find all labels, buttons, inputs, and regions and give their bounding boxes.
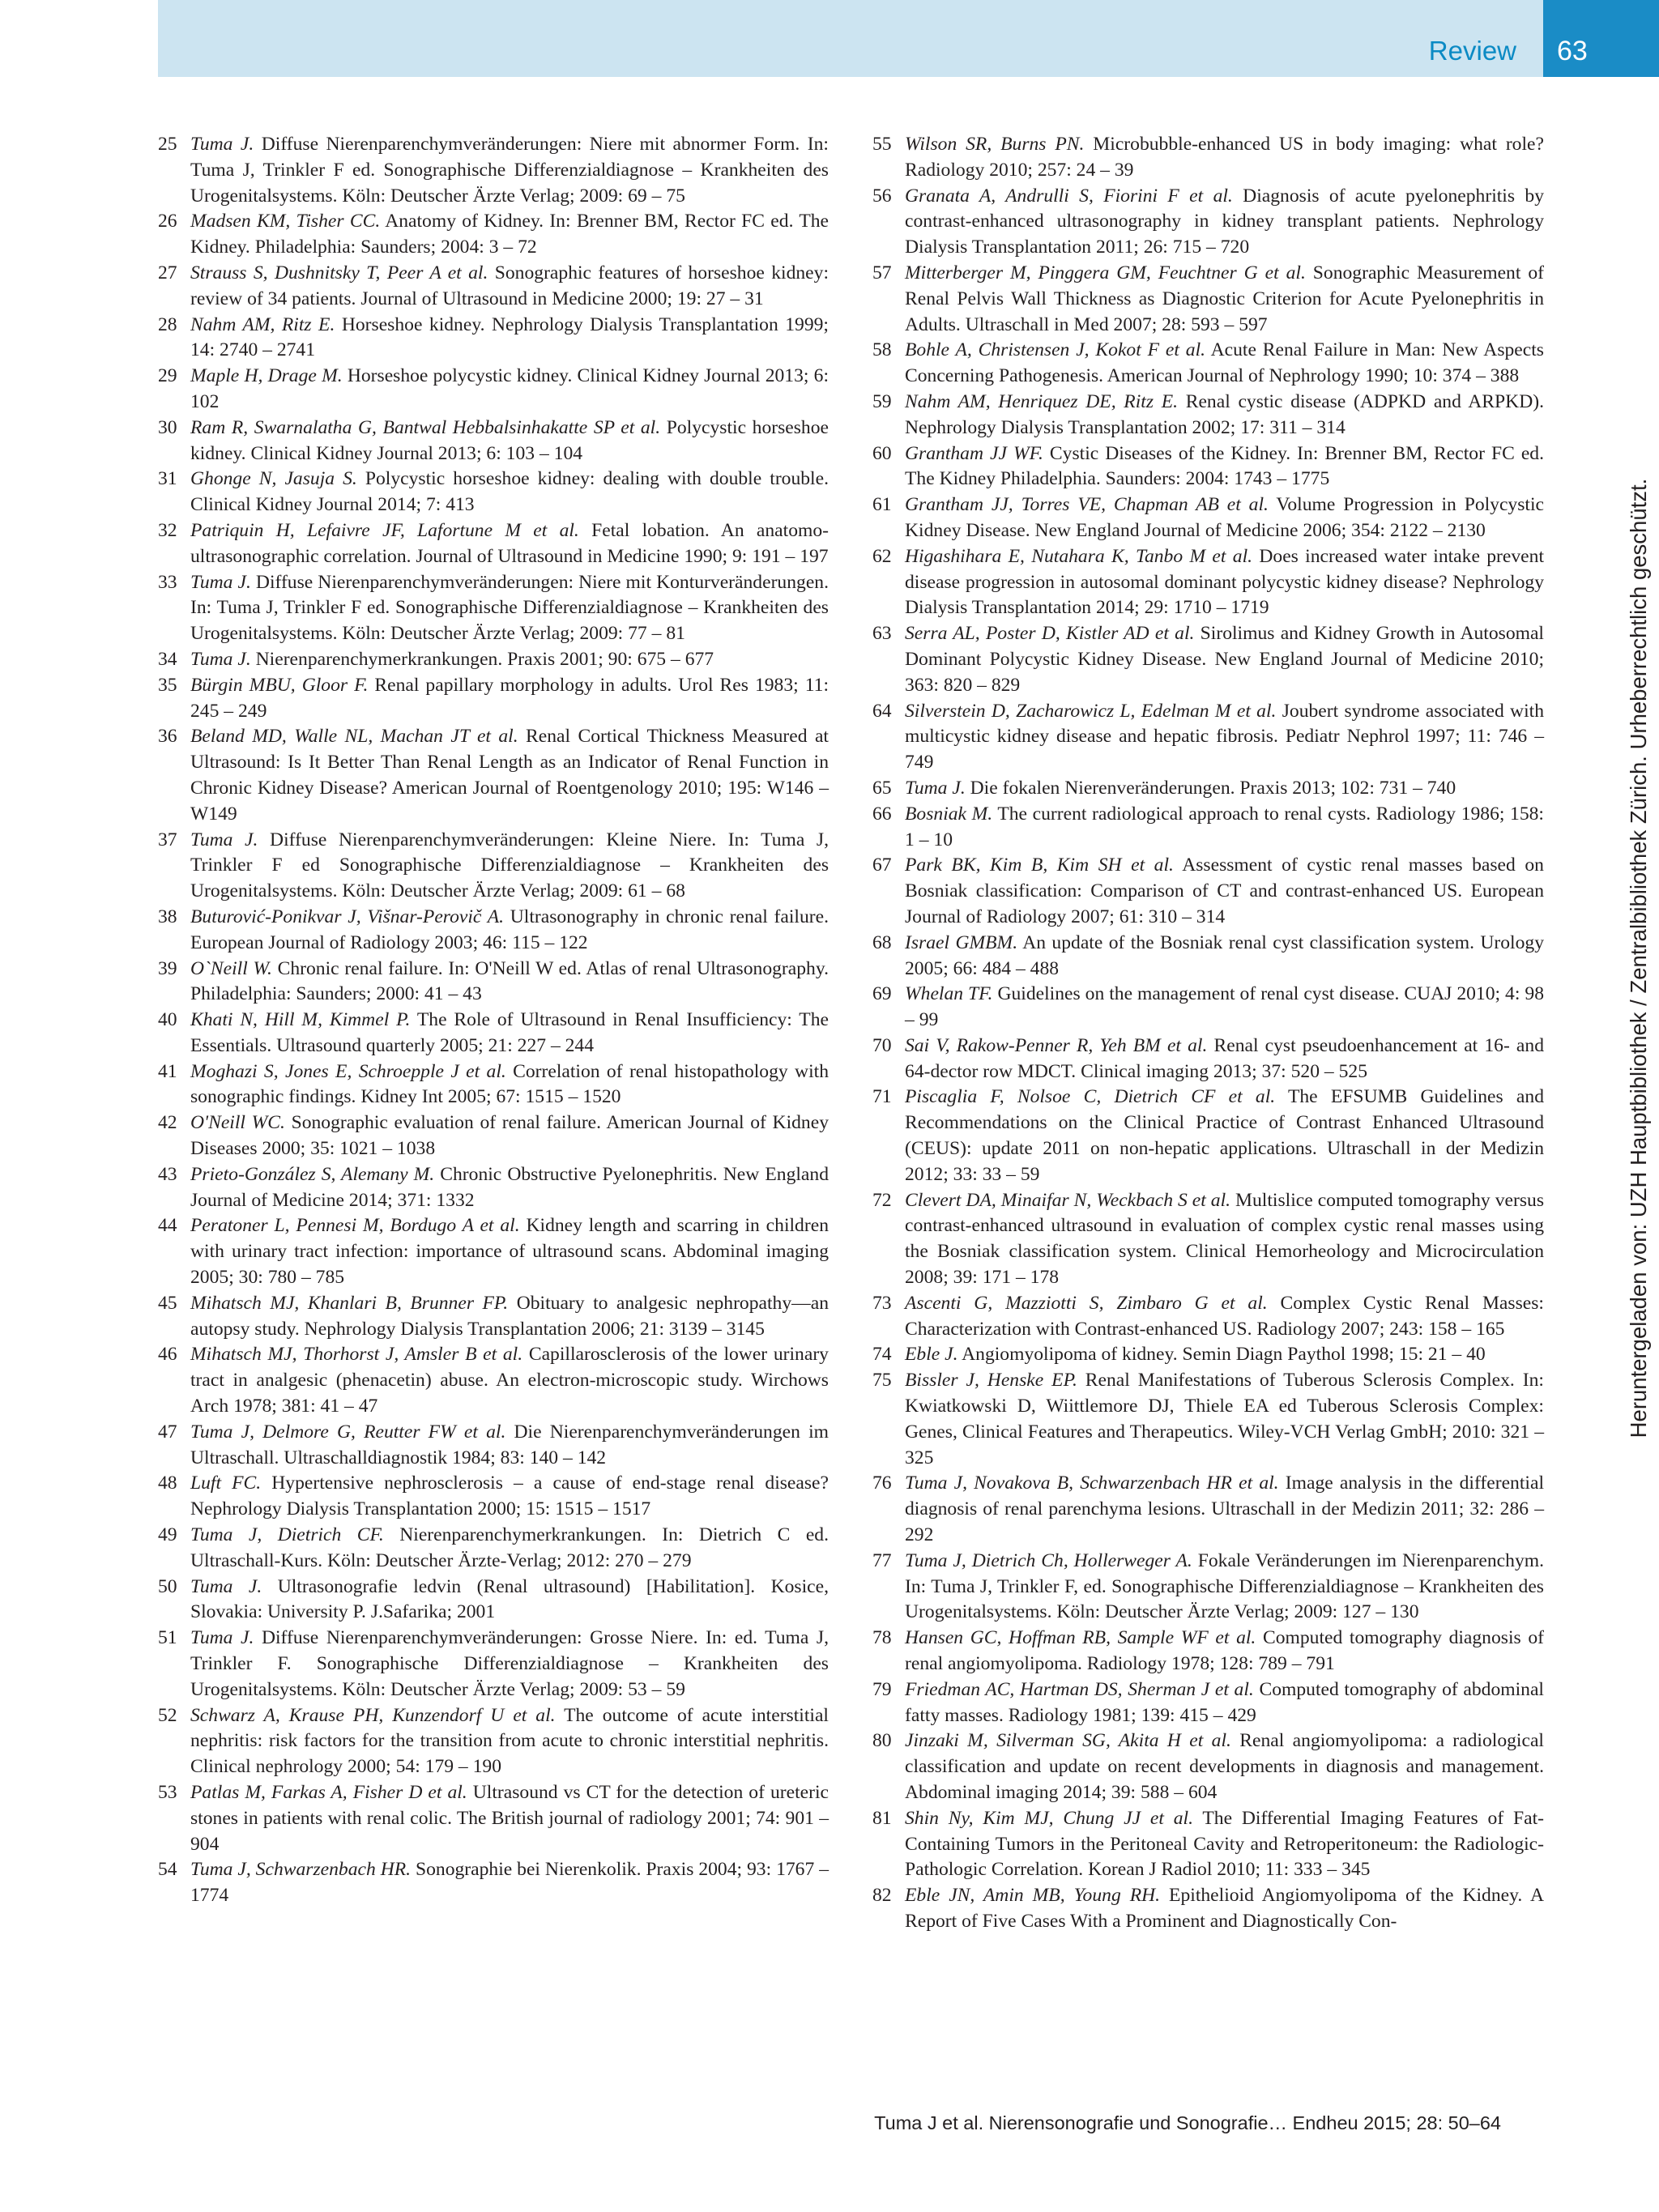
reference-number: 45	[158, 1292, 177, 1314]
reference-number: 48	[158, 1473, 177, 1494]
reference-authors: Beland MD, Walle NL, Machan JT et al.	[190, 726, 518, 748]
reference-number: 27	[158, 262, 177, 283]
reference-authors: Friedman AC, Hartman DS, Sherman J et al.	[905, 1678, 1254, 1700]
reference-number: 69	[872, 983, 892, 1005]
reference-authors: Tuma J, Novakova B, Schwarzenbach HR et al.	[905, 1473, 1279, 1494]
reference-authors: Peratoner L, Pennesi M, Bordugo A et al.	[190, 1215, 520, 1237]
reference-number: 67	[872, 855, 892, 876]
reference-item	[158, 261, 829, 313]
references-column-left	[158, 132, 829, 1909]
reference-text: Renal cyst pseudoenhancement at 16- and 64-dector row MDCT. Clinical imaging 2013; 37: 520 – 525	[905, 1034, 1544, 1082]
reference-authors: Mihatsch MJ, Thorhorst J, Amsler B et al.	[190, 1344, 523, 1366]
reference-item	[872, 1471, 1544, 1548]
reference-authors: Tuma J.	[190, 829, 258, 850]
reference-text: Hypertensive nephrosclerosis – a cause of end-stage renal disease? Nephrology Dialysis Transplantation 2000; 15: 1515 – 1517	[190, 1473, 829, 1520]
reference-number: 39	[158, 957, 177, 979]
reference-number: 63	[872, 623, 892, 645]
reference-text: The EFSUMB Guidelines and Recommendations on the Clinical Practice of Contrast Enhanced Ultrasound (CEUS): update 2011 on non-hepatic applications. Ultraschall in der Medizin 2012; 33: 33 – 59	[905, 1086, 1544, 1185]
reference-item	[158, 647, 829, 673]
reference-number: 66	[872, 803, 892, 825]
reference-authors: Tuma J.	[190, 1575, 262, 1597]
reference-authors: Ram R, Swarnalatha G, Bantwal Hebbalsinhakatte SP et al.	[190, 416, 661, 438]
reference-number: 60	[872, 442, 892, 464]
reference-authors: Ghonge N, Jasuja S.	[190, 468, 357, 490]
reference-item	[872, 699, 1544, 776]
reference-item	[158, 1626, 829, 1703]
reference-item	[872, 1883, 1544, 1935]
reference-text: Epithelioid Angiomyolipoma of the Kidney. A Report of Five Cases With a Prominent and Diagnostically Con-	[905, 1885, 1544, 1932]
reference-text: Computed tomography diagnosis of renal angiomyolipoma. Radiology 1978; 128: 789 – 791	[905, 1627, 1544, 1675]
reference-item	[158, 364, 829, 416]
reference-text: Joubert syndrome associated with multicystic kidney disease and hepatic fibrosis. Pediatr Nephrol 1997; 11: 746 – 749	[905, 700, 1544, 774]
reference-authors: Strauss S, Dushnitsky T, Peer A et al.	[190, 262, 488, 283]
reference-item	[158, 1008, 829, 1059]
reference-authors: Khati N, Hill M, Kimmel P.	[190, 1009, 411, 1031]
reference-authors: Whelan TF.	[905, 983, 993, 1005]
reference-number: 82	[872, 1885, 892, 1907]
reference-number: 40	[158, 1009, 177, 1031]
reference-text: Sonographie bei Nierenkolik. Praxis 2004; 93: 1767 – 1774	[190, 1859, 829, 1907]
reference-number: 53	[158, 1782, 177, 1803]
reference-text: Ultrasonografie ledvin (Renal ultrasound) [Habilitation]. Kosice, Slovakia: University P. J.Safarika; 2001	[190, 1575, 829, 1623]
reference-number: 50	[158, 1575, 177, 1597]
reference-text: Capillarosclerosis of the lower urinary tract in analgesic (phenacetin) abuse. An electron-microscopic study. Wirchows Arch 1978; 381: 41 – 47	[190, 1344, 829, 1417]
reference-item	[158, 1291, 829, 1343]
reference-item	[158, 132, 829, 209]
reference-authors: Silverstein D, Zacharowicz L, Edelman M et al.	[905, 700, 1277, 722]
reference-text: Kidney length and scarring in children with urinary tract infection: importance of ultrasound scans. Abdominal imaging 2005; 30: 780 – 785	[190, 1215, 829, 1289]
reference-text: Ultrasonography in chronic renal failure. European Journal of Radiology 2003; 46: 115 – 122	[190, 906, 830, 953]
reference-text: Assessment of cystic renal masses based on Bosniak classification: Comparison of CT and contrast-enhanced US. European Journal of Radiology 2007; 61: 310 – 314	[905, 855, 1544, 927]
reference-text: Fetal lobation. An anatomo-ultrasonographic correlation. Journal of Ultrasound in Medicine 1990; 9: 191 – 197	[190, 519, 829, 567]
reference-text: Diagnosis of acute pyelonephritis by contrast-enhanced ultrasonography in kidney transplant patients. Nephrology Dialysis Transplantation 2011; 26: 715 – 720	[905, 185, 1544, 258]
reference-text: Diffuse Nierenparenchymveränderungen: Niere mit Konturveränderungen. In: Tuma J, Trinkler F ed. Sonographische Differenzialdiagnose – Krankheiten des Urogenitalsystems. Köln: Deutscher Ärzte Verlag; 2009: 77 – 81	[190, 571, 829, 645]
reference-authors: Tuma J.	[190, 1627, 254, 1649]
reference-item	[158, 1575, 829, 1626]
reference-text: Fokale Veränderungen im Nierenparenchym. In: Tuma J, Trinkler F, ed. Sonographische Differenzialdiagnose – Krankheiten des Urogenitalsystems. Köln: Deutscher Ärzte Verlag; 2009: 127 – 130	[905, 1549, 1544, 1623]
reference-number: 26	[158, 211, 177, 232]
reference-number: 47	[158, 1421, 177, 1443]
reference-authors: Clevert DA, Minaifar N, Weckbach S et al.	[905, 1189, 1231, 1211]
reference-authors: Luft FC.	[190, 1473, 262, 1494]
reference-authors: Patlas M, Farkas A, Fisher D et al.	[190, 1782, 467, 1803]
reference-text: Complex Cystic Renal Masses: Characterization with Contrast-enhanced US. Radiology 2007; 243: 158 – 165	[905, 1292, 1544, 1340]
reference-authors: Jinzaki M, Silverman SG, Akita H et al.	[905, 1730, 1231, 1752]
header-band	[158, 0, 1543, 77]
reference-number: 41	[158, 1060, 177, 1082]
references-column-right	[872, 132, 1544, 1935]
reference-authors: Maple H, Drage M.	[190, 365, 343, 387]
reference-number: 32	[158, 519, 177, 541]
reference-text: Polycystic horseshoe kidney: dealing with double trouble. Clinical Kidney Journal 2014; 7: 413	[190, 468, 829, 516]
reference-item	[158, 828, 829, 905]
reference-text: Sonographic features of horseshoe kidney: review of 34 patients. Journal of Ultrasound in Medicine 2000; 19: 27 – 31	[190, 262, 829, 309]
reference-authors: Patriquin H, Lefaivre JF, Lafortune M et al.	[190, 519, 579, 541]
reference-item	[872, 544, 1544, 621]
reference-text: Obituary to analgesic nephropathy—an autopsy study. Nephrology Dialysis Transplantation 2006; 21: 3139 – 3145	[190, 1292, 830, 1340]
reference-item	[872, 853, 1544, 930]
reference-authors: Tuma J.	[190, 134, 254, 155]
reference-item	[158, 1523, 829, 1575]
reference-text: Horseshoe kidney. Nephrology Dialysis Transplantation 1999; 14: 2740 – 2741	[190, 313, 829, 361]
reference-text: Renal Cortical Thickness Measured at Ultrasound: Is It Better Than Renal Length as an Indicator of Renal Function in Chronic Kidney Disease? American Journal of Roentgenology 2010; 195: W146 – W149	[190, 726, 829, 825]
reference-number: 64	[872, 700, 892, 722]
reference-authors: Granata A, Andrulli S, Fiorini F et al.	[905, 185, 1233, 207]
reference-item	[872, 1677, 1544, 1729]
reference-text: Renal cystic disease (ADPKD and ARPKD). Nephrology Dialysis Transplantation 2002; 17: 311 – 314	[905, 390, 1545, 438]
reference-authors: Tuma J.	[190, 571, 251, 593]
reference-item	[872, 261, 1544, 338]
reference-item	[158, 570, 829, 647]
page-number: 63	[1557, 36, 1588, 66]
reference-text: Image analysis in the differential diagnosis of renal parenchyma lesions. Ultraschall in der Medizin 2011; 32: 286 – 292	[905, 1473, 1544, 1546]
reference-text: Chronic Obstructive Pyelonephritis. New England Journal of Medicine 2014; 371: 1332	[190, 1163, 829, 1211]
reference-number: 31	[158, 468, 177, 490]
reference-item	[158, 957, 829, 1008]
reference-item	[872, 1368, 1544, 1471]
reference-item	[158, 1471, 829, 1523]
reference-text: The current radiological approach to renal cysts. Radiology 1986; 158: 1 – 10	[905, 803, 1544, 850]
reference-authors: Serra AL, Poster D, Kistler AD et al.	[905, 623, 1195, 645]
reference-number: 46	[158, 1344, 177, 1366]
section-label: Review	[1428, 36, 1516, 66]
reference-item	[158, 1780, 829, 1857]
reference-item	[872, 1549, 1544, 1626]
reference-item	[158, 1162, 829, 1214]
reference-number: 38	[158, 906, 177, 927]
reference-text: Multislice computed tomography versus contrast-enhanced ultrasound in evaluation of complex cystic renal masses using the Bosniak classification system. Clinical Hemorheology and Microcirculation 2008; 39: 171 – 178	[905, 1189, 1544, 1289]
reference-authors: Tuma J, Dietrich Ch, Hollerweger A.	[905, 1549, 1192, 1571]
reference-text: Renal Manifestations of Tuberous Sclerosis Complex. In: Kwiatkowski D, Wiittlemore DJ, Thiele EA ed Tuberous Sclerosis Complex: Genes, Clinical Features and Therapeutics. Wiley-VCH Verlag GmbH; 2010: 321 – 325	[905, 1370, 1544, 1468]
reference-text: The outcome of acute interstitial nephritis: risk factors for the transition from acute to chronic interstitial nephritis. Clinical nephrology 2000; 54: 179 – 190	[190, 1704, 829, 1778]
reference-text: Acute Renal Failure in Man: New Aspects Concerning Pathogenesis. American Journal of Nephrology 1990; 10: 374 – 388	[905, 339, 1544, 387]
reference-item	[872, 338, 1544, 390]
reference-text: Polycystic horseshoe kidney. Clinical Kidney Journal 2013; 6: 103 – 104	[190, 416, 829, 464]
reference-item	[872, 931, 1544, 982]
reference-authors: Madsen KM, Tisher CC.	[190, 211, 381, 232]
reference-authors: Nahm AM, Ritz E.	[190, 313, 335, 335]
reference-item	[158, 1420, 829, 1472]
reference-text: Horseshoe polycystic kidney. Clinical Kidney Journal 2013; 6: 102	[190, 365, 830, 412]
reference-authors: O'Neill WC.	[190, 1112, 285, 1134]
reference-authors: Higashihara E, Nutahara K, Tanbo M et al.	[905, 545, 1253, 567]
reference-number: 57	[872, 262, 892, 283]
reference-authors: Sai V, Rakow-Penner R, Yeh BM et al.	[905, 1034, 1208, 1056]
reference-text: Sonographic evaluation of renal failure. American Journal of Kidney Diseases 2000; 35: 1021 – 1038	[190, 1112, 829, 1160]
reference-authors: Tuma J, Delmore G, Reutter FW et al.	[190, 1421, 506, 1443]
reference-item	[158, 518, 829, 570]
reference-authors: O`Neill W.	[190, 957, 272, 979]
reference-authors: Eble J.	[905, 1344, 958, 1366]
reference-text: Microbubble-enhanced US in body imaging: what role? Radiology 2010; 257: 24 – 39	[905, 134, 1544, 181]
reference-number: 51	[158, 1627, 177, 1649]
reference-authors: Tuma J, Schwarzenbach HR.	[190, 1859, 412, 1881]
reference-authors: Tuma J.	[905, 777, 966, 799]
reference-item	[158, 467, 829, 518]
reference-authors: Mihatsch MJ, Khanlari B, Brunner FP.	[190, 1292, 509, 1314]
reference-number: 73	[872, 1292, 892, 1314]
reference-item	[158, 724, 829, 827]
reference-text: Does increased water intake prevent disease progression in autosomal dominant polycystic kidney disease? Nephrology Dialysis Transplantation 2014; 29: 1710 – 1719	[905, 545, 1544, 619]
reference-text: Sonographic Measurement of Renal Pelvis Wall Thickness as Diagnostic Criterion for Acute Pyelonephritis in Adults. Ultraschall in Med 2007; 28: 593 – 597	[905, 262, 1544, 335]
reference-item	[872, 1626, 1544, 1677]
reference-authors: Nahm AM, Henriquez DE, Ritz E.	[905, 390, 1179, 412]
reference-number: 62	[872, 545, 892, 567]
reference-item	[158, 416, 829, 467]
reference-item	[872, 1085, 1544, 1187]
reference-authors: Piscaglia F, Nolsoe C, Dietrich CF et al.	[905, 1086, 1276, 1108]
reference-number: 80	[872, 1730, 892, 1752]
reference-text: Ultrasound vs CT for the detection of ureteric stones in patients with renal colic. The British journal of radiology 2001; 74: 901 – 904	[190, 1782, 830, 1855]
reference-text: Computed tomography of abdominal fatty masses. Radiology 1981; 139: 415 – 429	[905, 1678, 1544, 1726]
reference-number: 77	[872, 1549, 892, 1571]
reference-authors: Park BK, Kim B, Kim SH et al.	[905, 855, 1174, 876]
reference-number: 43	[158, 1163, 177, 1185]
reference-item	[158, 1059, 829, 1111]
reference-item	[158, 905, 829, 957]
reference-text: Diffuse Nierenparenchymveränderungen: Grosse Niere. In: ed. Tuma J, Trinkler F. Sonographische Differenzialdiagnose – Krankheiten des Urogenitalsystems. Köln: Deutscher Ärzte Verlag; 2009: 53 – 59	[190, 1627, 829, 1700]
reference-number: 78	[872, 1627, 892, 1649]
reference-item	[158, 1857, 829, 1909]
reference-text: Renal angiomyolipoma: a radiological classification and update on recent developments in diagnosis and management. Abdominal imaging 2014; 39: 588 – 604	[905, 1730, 1544, 1803]
reference-authors: Schwarz A, Krause PH, Kunzendorf U et al.	[190, 1704, 556, 1726]
reference-text: Renal papillary morphology in adults. Urol Res 1983; 11: 245 – 249	[190, 674, 829, 722]
download-notice: Heruntergeladen von: UZH Hauptbibliothek / Zentralbibliothek Zürich. Urheberrechtlich geschützt.	[1626, 478, 1651, 1438]
reference-text: Volume Progression in Polycystic Kidney Disease. New England Journal of Medicine 2006; 354: 2122 – 2130	[905, 494, 1544, 541]
reference-text: Die Nierenparenchymveränderungen im Ultraschall. Ultraschalldiagnostik 1984; 83: 140 – 142	[190, 1421, 829, 1468]
reference-text: Angiomyolipoma of kidney. Semin Diagn Paythol 1998; 15: 21 – 40	[957, 1344, 1486, 1366]
reference-item	[872, 1291, 1544, 1343]
reference-number: 59	[872, 390, 892, 412]
reference-number: 75	[872, 1370, 892, 1392]
reference-number: 70	[872, 1034, 892, 1056]
reference-text: Sirolimus and Kidney Growth in Autosomal Dominant Polycystic Kidney Disease. New England Journal of Medicine 2010; 363: 820 – 829	[905, 623, 1544, 696]
reference-number: 37	[158, 829, 177, 850]
reference-item	[158, 209, 829, 261]
reference-authors: Grantham JJ, Torres VE, Chapman AB et al.	[905, 494, 1269, 516]
reference-item	[872, 1728, 1544, 1805]
reference-number: 56	[872, 185, 892, 207]
reference-authors: Eble JN, Amin MB, Young RH.	[905, 1885, 1161, 1907]
reference-number: 28	[158, 313, 177, 335]
reference-text: Nierenparenchymerkrankungen. Praxis 2001; 90: 675 – 677	[250, 648, 714, 670]
reference-item	[158, 313, 829, 364]
reference-item	[158, 1342, 829, 1419]
reference-authors: Shin Ny, Kim MJ, Chung JJ et al.	[905, 1807, 1193, 1829]
reference-number: 44	[158, 1215, 177, 1237]
reference-item	[158, 1213, 829, 1290]
reference-item	[872, 492, 1544, 544]
reference-item	[872, 390, 1544, 441]
reference-item	[872, 184, 1544, 261]
reference-authors: Wilson SR, Burns PN.	[905, 134, 1085, 155]
reference-item	[872, 1034, 1544, 1085]
reference-text: The Differential Imaging Features of Fat-Containing Tumors in the Peritoneal Cavity and Retroperitoneum: the Radiologic-Pathologic Correlation. Korean J Radiol 2010; 11: 333 – 345	[905, 1807, 1545, 1881]
reference-authors: Bürgin MBU, Gloor F.	[190, 674, 369, 696]
reference-item	[872, 132, 1544, 184]
reference-text: An update of the Bosniak renal cyst classification system. Urology 2005; 66: 484 – 488	[905, 931, 1545, 979]
reference-number: 74	[872, 1344, 892, 1366]
reference-number: 79	[872, 1678, 892, 1700]
reference-number: 65	[872, 777, 892, 799]
reference-item	[872, 1188, 1544, 1291]
reference-item	[872, 982, 1544, 1034]
reference-authors: Israel GMBM.	[905, 931, 1018, 953]
reference-item	[872, 621, 1544, 698]
reference-text: Diffuse Nierenparenchymveränderungen: Niere mit abnormer Form. In: Tuma J, Trinkler F ed. Sonographische Differenzialdiagnose – Krankheiten des Urogenitalsystems. Köln: Deutscher Ärzte Verlag; 2009: 69 – 75	[190, 134, 829, 207]
reference-authors: Mitterberger M, Pinggera GM, Feuchtner G et al.	[905, 262, 1306, 283]
reference-item	[872, 1806, 1544, 1883]
reference-number: 42	[158, 1112, 177, 1134]
reference-number: 52	[158, 1704, 177, 1726]
reference-authors: Prieto-González S, Alemany M.	[190, 1163, 435, 1185]
reference-number: 33	[158, 571, 177, 593]
reference-item	[872, 441, 1544, 493]
reference-text: Guidelines on the management of renal cyst disease. CUAJ 2010; 4: 98 – 99	[905, 983, 1544, 1031]
reference-number: 81	[872, 1807, 892, 1829]
reference-number: 35	[158, 674, 177, 696]
reference-authors: Bosniak M.	[905, 803, 993, 825]
reference-authors: Bohle A, Christensen J, Kokot F et al.	[905, 339, 1206, 361]
reference-authors: Moghazi S, Jones E, Schroepple J et al.	[190, 1060, 506, 1082]
reference-authors: Hansen GC, Hoffman RB, Sample WF et al.	[905, 1627, 1256, 1649]
reference-text: Anatomy of Kidney. In: Brenner BM, Rector FC ed. The Kidney. Philadelphia: Saunders; 2004: 3 – 72	[190, 211, 830, 258]
reference-number: 55	[872, 134, 892, 155]
reference-text: Die fokalen Nierenveränderungen. Praxis 2013; 102: 731 – 740	[965, 777, 1456, 799]
reference-number: 76	[872, 1473, 892, 1494]
reference-number: 54	[158, 1859, 177, 1881]
reference-authors: Buturović-Ponikvar J, Višnar-Perovič A.	[190, 906, 505, 927]
reference-text: Chronic renal failure. In: O'Neill W ed. Atlas of renal Ultrasonography. Philadelphia: Saunders; 2000: 41 – 43	[190, 957, 829, 1005]
reference-item	[872, 1342, 1544, 1368]
reference-number: 71	[872, 1086, 892, 1108]
reference-number: 68	[872, 931, 892, 953]
reference-number: 29	[158, 365, 177, 387]
reference-item	[158, 673, 829, 725]
reference-item	[158, 1110, 829, 1162]
footer-citation: Tuma J et al. Nierensonografie und Sonografie… Endheu 2015; 28: 50–64	[874, 2112, 1501, 2133]
reference-authors: Tuma J.	[190, 648, 251, 670]
reference-authors: Tuma J, Dietrich CF.	[190, 1524, 384, 1546]
reference-item	[158, 1703, 829, 1780]
reference-authors: Ascenti G, Mazziotti S, Zimbaro G et al.	[905, 1292, 1268, 1314]
reference-authors: Bissler J, Henske EP.	[905, 1370, 1077, 1392]
reference-text: Nierenparenchymerkrankungen. In: Dietrich C ed. Ultraschall-Kurs. Köln: Deutscher Ärzte-Verlag; 2012: 270 – 279	[190, 1524, 829, 1571]
reference-number: 61	[872, 494, 892, 516]
reference-number: 34	[158, 648, 177, 670]
reference-item	[872, 776, 1544, 802]
reference-text: The Role of Ultrasound in Renal Insufficiency: The Essentials. Ultrasound quarterly 2005; 21: 227 – 244	[190, 1009, 829, 1056]
page-number-box	[1543, 0, 1659, 77]
reference-number: 30	[158, 416, 177, 438]
reference-number: 49	[158, 1524, 177, 1546]
reference-item	[872, 802, 1544, 854]
reference-number: 72	[872, 1189, 892, 1211]
reference-number: 36	[158, 726, 177, 748]
reference-number: 25	[158, 134, 177, 155]
reference-text: Diffuse Nierenparenchymveränderungen: Kleine Niere. In: Tuma J, Trinkler F ed Sonographische Differenzialdiagnose – Krankheiten des Urogenitalsystems. Köln: Deutscher Ärzte Verlag; 2009: 61 – 68	[190, 829, 829, 902]
reference-text: Correlation of renal histopathology with sonographic findings. Kidney Int 2005; 67: 1515 – 1520	[190, 1060, 829, 1108]
reference-number: 58	[872, 339, 892, 361]
reference-text: Cystic Diseases of the Kidney. In: Brenner BM, Rector FC ed. The Kidney Philadelphia. Saunders: 2004: 1743 – 1775	[905, 442, 1544, 490]
reference-authors: Grantham JJ WF.	[905, 442, 1043, 464]
